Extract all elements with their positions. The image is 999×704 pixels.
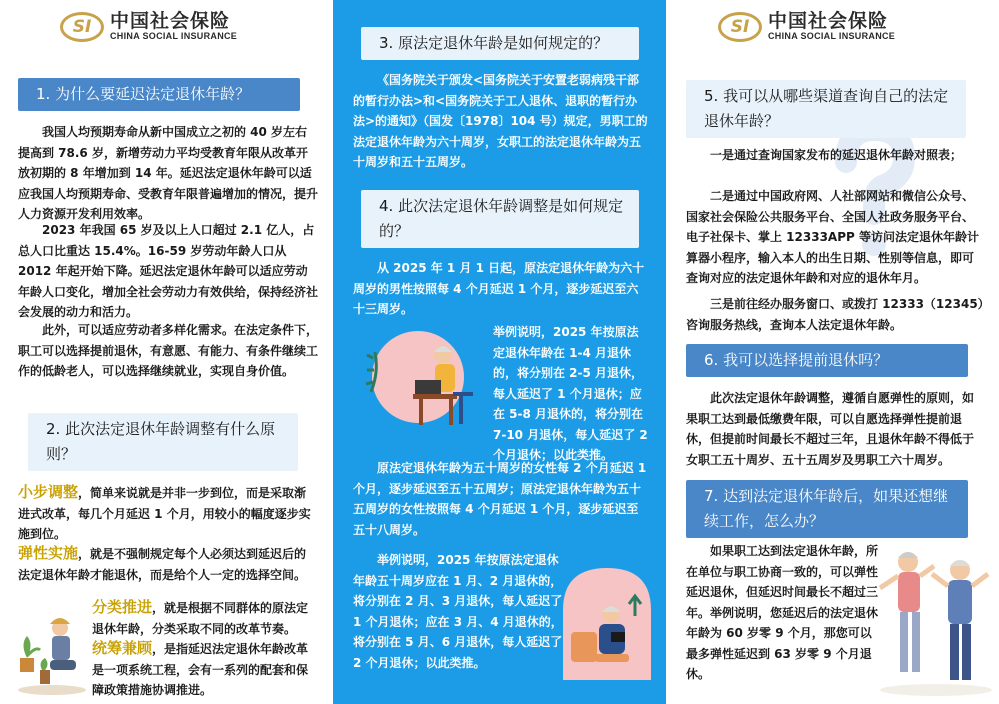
logo-si-icon: SI	[60, 12, 104, 42]
question-3-heading: 3. 原法定退休年龄是如何规定的？	[361, 27, 639, 60]
left-panel	[0, 0, 333, 704]
middle-panel	[333, 0, 666, 704]
principle-2-desc: ，就是不强制规定每个人必须达到延迟后的法定退休年龄才能退休，而是给个人一定的选择空间。	[18, 547, 307, 582]
logo	[60, 11, 237, 42]
principle-small-steps	[18, 482, 318, 545]
q1-paragraph-3: 此外，可以适应劳动者多样化需求。在法定条件下，职工可以选择提前退休，有意愿、有能力、有条件继续工作的低龄老人，可以选择继续就业，实现自身价值。	[18, 323, 319, 378]
logo-cn: 中国社会保险	[110, 10, 231, 32]
q5-paragraph-3: 三是前往经办服务窗口、或拨打 12333（12345）咨询服务热线，查询本人法定退休年龄。	[686, 297, 984, 332]
q5-paragraph-1: 一是通过查询国家发布的延迟退休年龄对照表；	[710, 148, 963, 162]
logo-right	[718, 11, 895, 42]
question-7-heading: 7. 达到法定退休年龄后，如果还想继续工作，怎么办？	[686, 480, 968, 538]
q3-paragraph: 《国务院关于颁发<国务院关于安置老弱病残干部的暂行办法>和<国务院关于工人退休、退职的暂行办法>的通知》（国发〔1978〕104 号）规定，男职工的法定退休年龄为六十周岁，女职工的法定退休年龄为五十周岁和五十五周岁。	[353, 73, 648, 169]
principle-4-desc: ，是指延迟法定退休年龄改革是一项系统工程，会有一系列的配套和保障政策措施协调推进。	[92, 642, 309, 697]
logo-en: CHINA SOCIAL INSURANCE	[768, 31, 896, 41]
exercising-couple-illustration	[876, 540, 994, 700]
principle-3-desc: ，就是根据不同群体的原法定退休年龄，分类采取不同的改革节奏。	[92, 601, 309, 636]
q6-paragraph: 此次法定退休年龄调整，遵循自愿弹性的原则，如果职工达到最低缴费年限，可以自愿选择弹性提前退休，但提前时间最长不超过三年，且退休年龄不得低于女职工五十周岁、五十五周岁及男职工六十周岁。	[686, 391, 975, 467]
principle-flexible	[18, 543, 318, 585]
elderly-tablet-illustration	[559, 560, 655, 680]
principle-3-term: 分类推进	[92, 598, 153, 616]
right-panel	[666, 0, 999, 704]
question-4-heading: 4. 此次法定退休年龄调整是如何规定的？	[361, 190, 639, 248]
q5-paragraph-2: 二是通过中国政府网、人社部网站和微信公众号、国家社会保险公共服务平台、全国人社政务服务平台、电子社保卡、掌上 12333APP 等访问法定退休年龄计算器小程序，输入本人的出生日期、性别等信息，即可查询对应的法定退休年龄和对应的退休年月。	[686, 189, 979, 285]
q4-example-2: 举例说明，2025 年按原法定退休年龄五十周岁应在 1 月、2 月退休的，将分别在 2 月、3 月退休，每人延迟了 1 个月退休；应在 3 月、4 月退休的，将分别在 5 月、6 月退休，每人延迟了 2 个月退休；以此类推。	[353, 553, 563, 670]
gardening-illustration	[12, 606, 88, 696]
principle-4-term: 统筹兼顾	[92, 639, 153, 657]
question-1-heading: 1. 为什么要延迟法定退休年龄？	[18, 78, 300, 111]
logo-si-icon: SI	[718, 12, 762, 42]
q7-paragraph: 如果职工达到法定退休年龄，所在单位与职工协商一致的，可以弹性延迟退休，但延迟时间最长不超过三年。举例说明，您延迟后的法定退休年龄为 60 岁零 9 个月，那您可以最多弹性延迟到 63 岁零 9 个月退休。	[686, 544, 879, 681]
elderly-laptop-illustration	[363, 322, 483, 432]
logo-cn: 中国社会保险	[768, 10, 889, 32]
q4-paragraph-1: 从 2025 年 1 月 1 日起，原法定退休年龄为六十周岁的男性按照每 4 个月延迟 1 个月，逐步延迟至六十三周岁。	[353, 261, 645, 316]
principle-1-desc: ，简单来说就是并非一步到位，而是采取渐进式改革，每几个月延迟 1 个月，用较小的幅度逐步实施到位。	[18, 486, 311, 541]
question-5-heading: 5. 我可以从哪些渠道查询自己的法定退休年龄？	[686, 80, 966, 138]
logo-en: CHINA SOCIAL INSURANCE	[110, 31, 238, 41]
principle-2-term: 弹性实施	[18, 544, 79, 562]
principle-1-term: 小步调整	[18, 483, 79, 501]
q4-paragraph-2: 原法定退休年龄为五十周岁的女性每 2 个月延迟 1 个月，逐步延迟至五十五周岁；原法定退休年龄为五十五周岁的女性按照每 4 个月延迟 1 个月，逐步延迟至五十八周岁。	[353, 461, 647, 537]
question-6-heading: 6. 我可以选择提前退休吗？	[686, 344, 968, 377]
question-2-heading: 2. 此次法定退休年龄调整有什么原则？	[28, 413, 298, 471]
q1-paragraph-1: 我国人均预期寿命从新中国成立之初的 40 岁左右提高到 78.6 岁，新增劳动力平均受教育年限从改革开放初期的 8 年增加到 14 年。延迟法定退休年龄可以适应我国人均预期寿命、受教育年限普遍增加的情况，提升人力资源开发利用效率。	[18, 125, 319, 221]
principle-classified	[92, 597, 314, 639]
principle-coordinated	[92, 638, 314, 701]
q1-paragraph-2: 2023 年我国 65 岁及以上人口超过 2.1 亿人，占总人口比重达 15.4%。16-59 岁劳动年龄人口从 2012 年起开始下降。延迟法定退休年龄可以适应劳动年龄人口变化，增加全社会劳动力有效供给，保持经济社会发展的动力和活力。	[18, 223, 319, 319]
q4-example-1: 举例说明，2025 年按原法定退休年龄在 1-4 月退休的，将分别在 2-5 月退休，每人延迟了 1 个月退休；应在 5-8 月退休的，将分别在 7-10 月退休，每人延迟了 2 个月退休；以此类推。	[493, 325, 648, 462]
